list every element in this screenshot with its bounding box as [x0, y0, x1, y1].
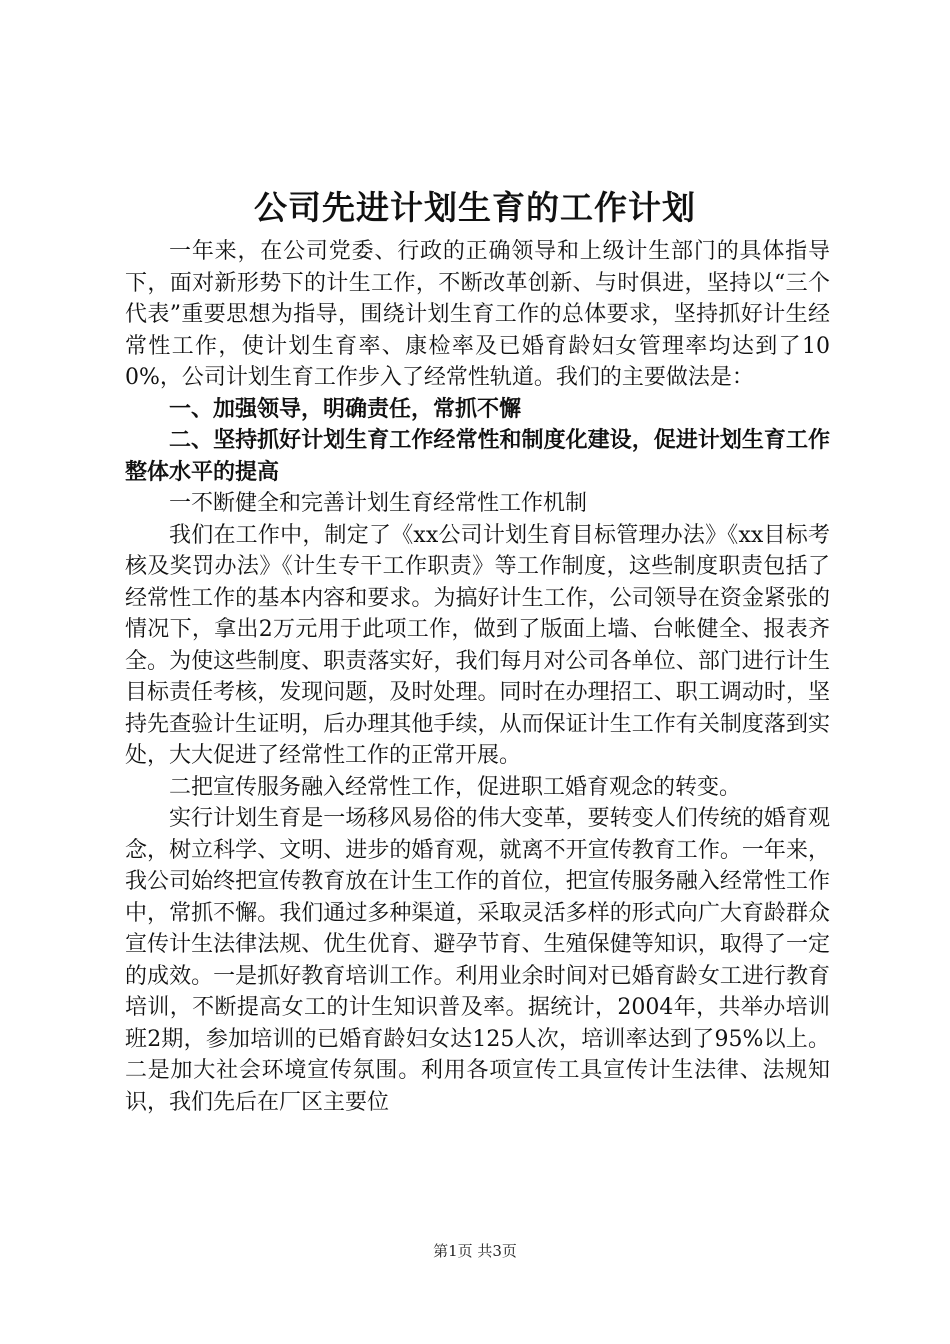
body-paragraph-1: 我们在工作中，制定了《xx公司计划生育目标管理办法》《xx目标考核及奖罚办法》《计生专干工作职责》等工作制度，这些制度职责包括了经常性工作的基本内容和要求。为搞好计生工作，公司领导在资金紧张的情况下，拿出2万元用于此项工作，做到了版面上墙、台帐健全、报表齐全。为使这些制度、职责落实好，我们每月对公司各单位、部门进行计生目标责任考核，发现问题，及时处理。同时在办理招工、职工调动时，坚持先查验计生证明，后办理其他手续，从而保证计生工作有关制度落到实处，大大促进了经常性工作的正常开展。	[125, 522, 830, 768]
document-body	[125, 236, 830, 1118]
subsection-heading-1: 一不断健全和完善计划生育经常性工作机制	[169, 491, 588, 516]
subsection-heading-2: 二把宣传服务融入经常性工作，促进职工婚育观念的转变。	[169, 774, 742, 800]
intro-paragraph: 一年来，在公司党委、行政的正确领导和上级计生部门的具体指导下，面对新形势下的计生工作，不断改革创新、与时俱进，坚持以“三个代表”重要思想为指导，围绕计划生育工作的总体要求，坚持抓好计生经常性工作，使计划生育率、康检率及已婚育龄妇女管理率均达到了100%，公司计划生育工作步入了经常性轨道。我们的主要做法是：	[125, 239, 830, 390]
page-footer: 第1页 共3页	[433, 1242, 517, 1260]
section-heading-2: 二、坚持抓好计划生育工作经常性和制度化建设，促进计划生育工作整体水平的提高	[125, 428, 830, 485]
document-title: 公司先进计划生育的工作计划	[254, 188, 696, 227]
section-heading-1: 一、加强领导，明确责任，常抓不懈	[169, 396, 522, 422]
body-paragraph-2: 实行计划生育是一场移风易俗的伟大变革，要转变人们传统的婚育观念，树立科学、文明、进步的婚育观，就离不开宣传教育工作。一年来，我公司始终把宣传教育放在计生工作的首位，把宣传服务融入经常性工作中，常抓不懈。我们通过多种渠道，采取灵活多样的形式向广大育龄群众宣传计生法律法规、优生优育、避孕节育、生殖保健等知识，取得了一定的成效。一是抓好教育培训工作。利用业余时间对已婚育龄女工进行教育培训，不断提高女工的计生知识普及率。据统计，2004年，共举办培训班2期，参加培训的已婚育龄妇女达125人次，培训率达到了95%以上。二是加大社会环境宣传氛围。利用各项宣传工具宣传计生法律、法规知识，我们先后在厂区主要位	[125, 806, 830, 1115]
